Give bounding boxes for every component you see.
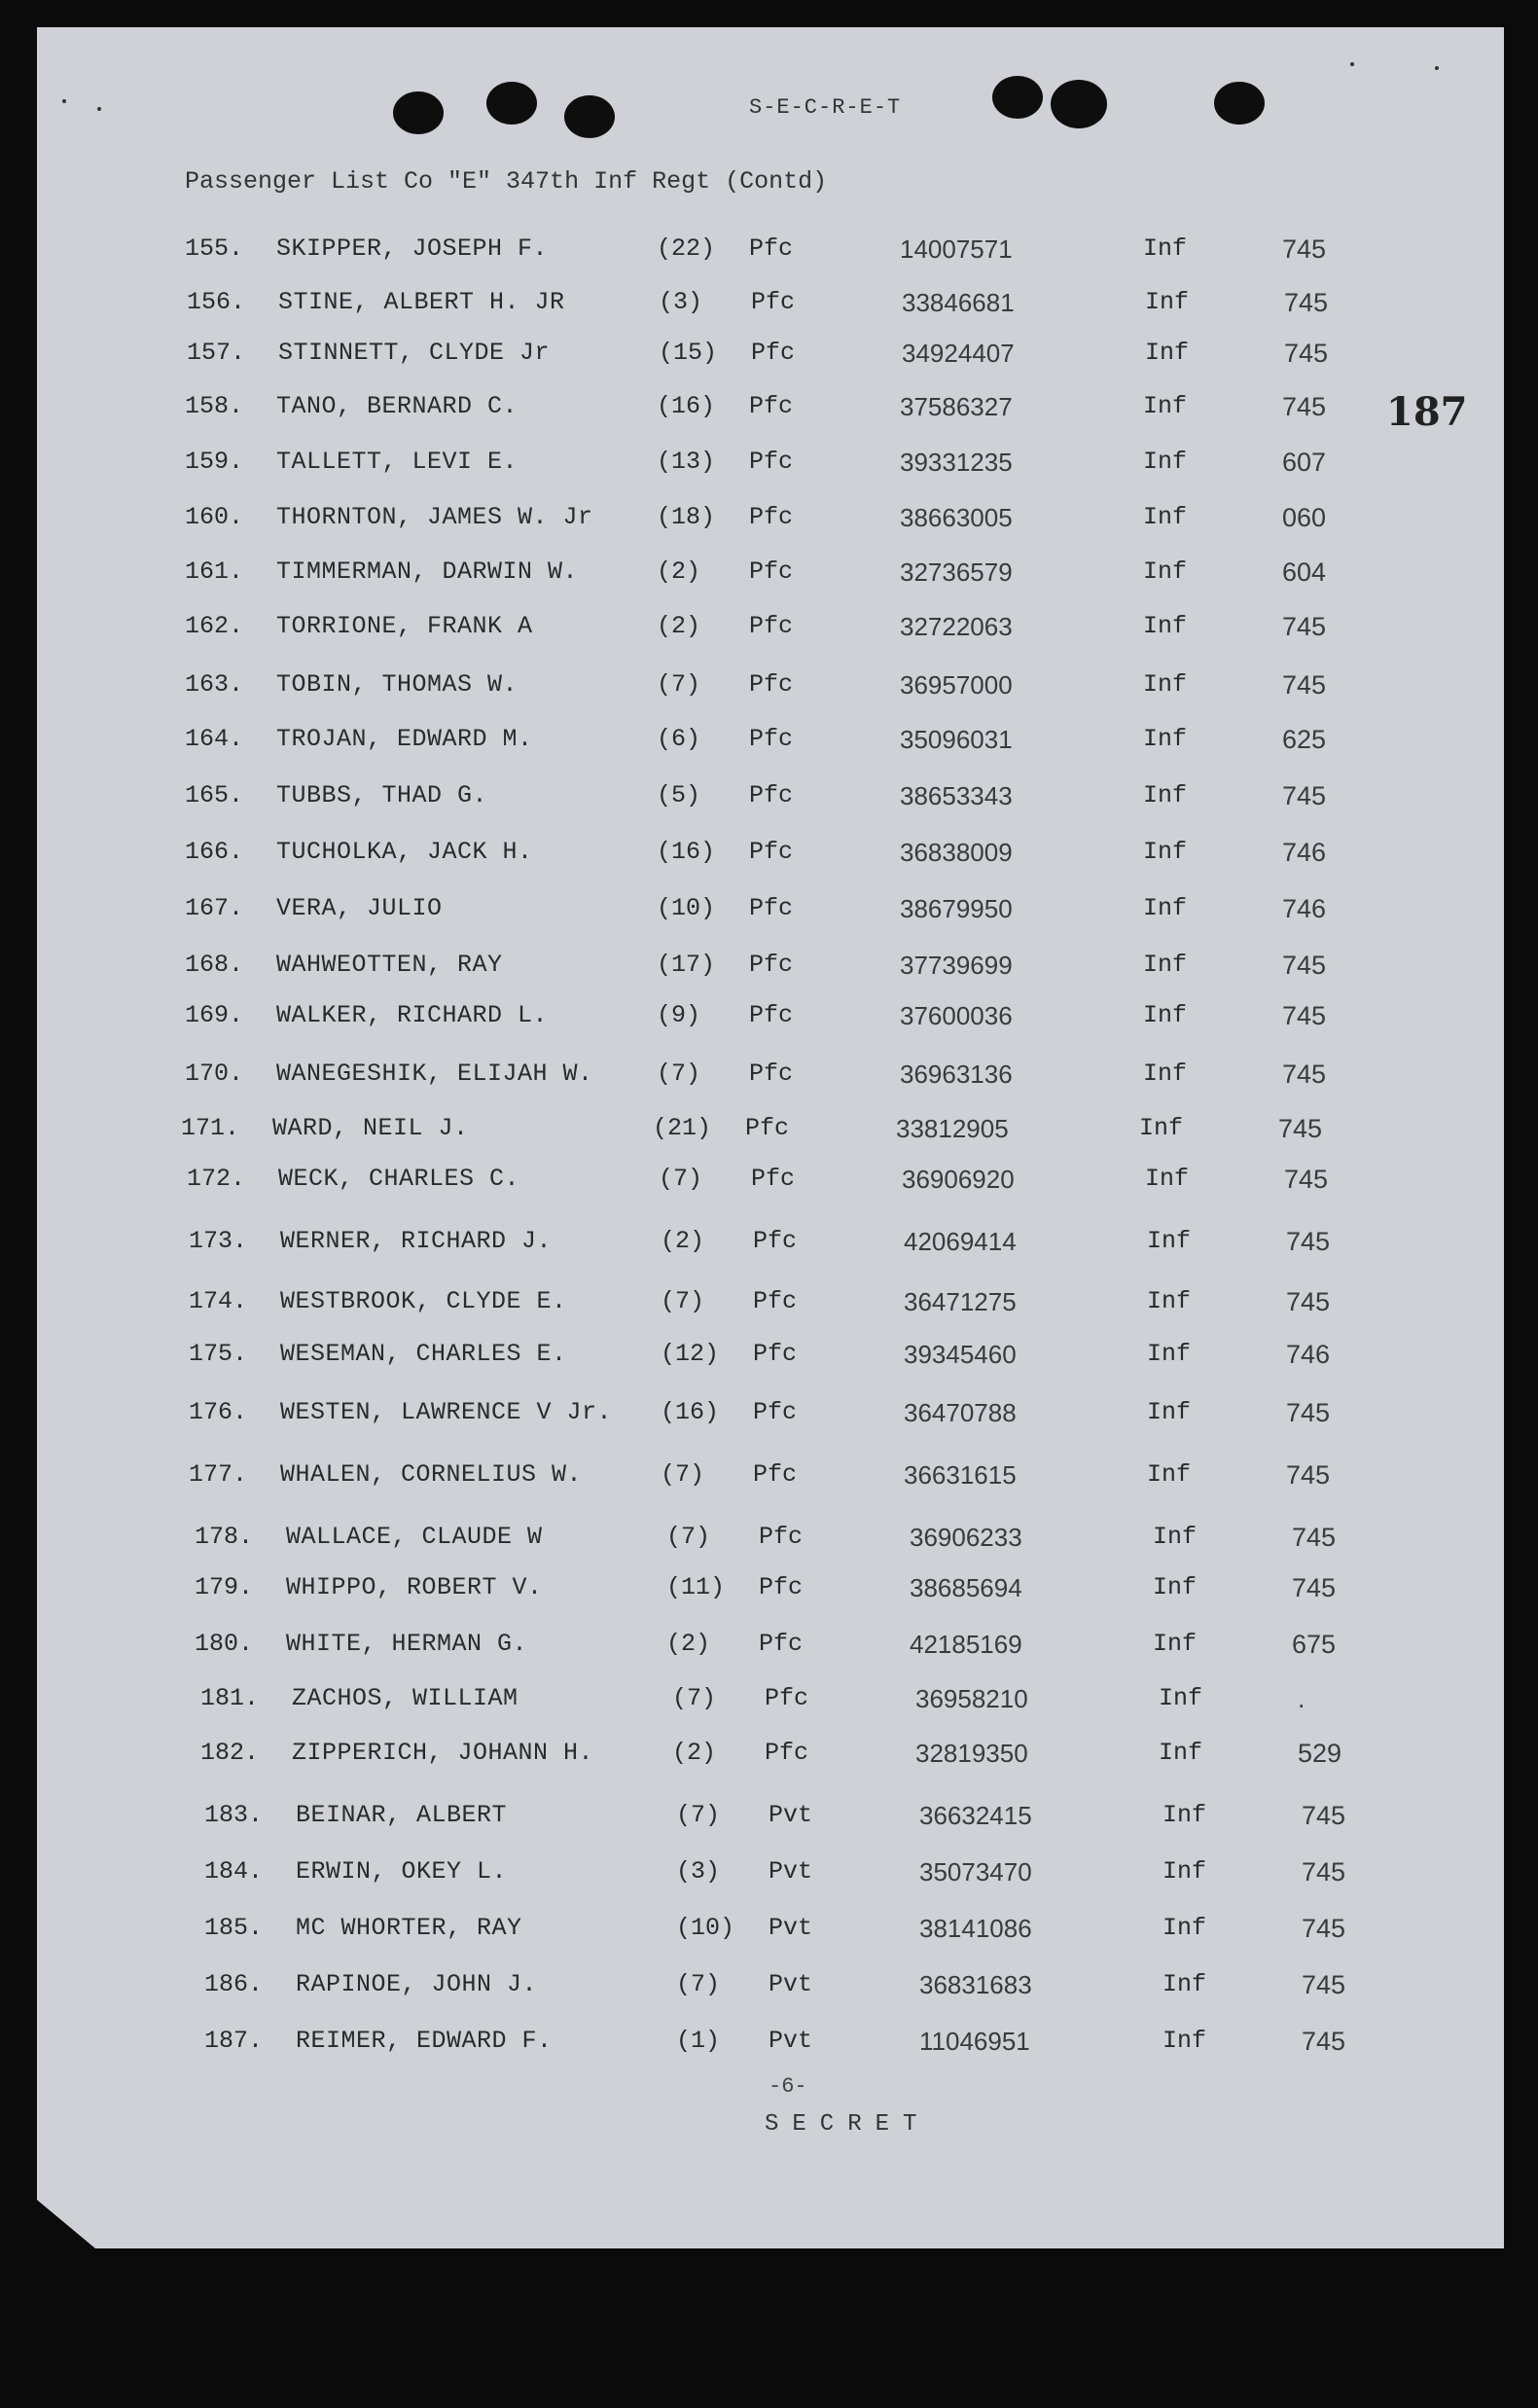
branch: Inf [1162, 2027, 1207, 2055]
group-number: (7) [666, 1523, 711, 1551]
passenger-name: ZACHOS, WILLIAM [292, 1684, 519, 1712]
passenger-name: WAHWEOTTEN, RAY [276, 951, 503, 979]
group-number: (2) [661, 1227, 705, 1255]
passenger-name: WESTBROOK, CLYDE E. [280, 1287, 567, 1315]
rank: Pfc [745, 1114, 790, 1142]
branch: Inf [1143, 838, 1188, 866]
group-number: (1) [676, 2027, 721, 2055]
spec-code: 746 [1282, 894, 1327, 923]
punch-hole [393, 91, 444, 134]
serial-number: 37586327 [900, 392, 1013, 421]
rank: Pfc [749, 234, 794, 263]
group-number: (7) [661, 1287, 705, 1315]
row-number: 185. [204, 1914, 264, 1942]
row-number: 159. [185, 448, 244, 476]
passenger-name: TROJAN, EDWARD M. [276, 725, 533, 753]
rank: Pfc [749, 503, 794, 531]
branch: Inf [1145, 1165, 1190, 1193]
rank: Pvt [769, 1914, 813, 1942]
row-number: 180. [195, 1630, 254, 1658]
serial-number: 36906233 [910, 1523, 1022, 1552]
punch-hole [1051, 80, 1107, 128]
rank: Pfc [751, 339, 796, 367]
group-number: (6) [657, 725, 701, 753]
group-number: (7) [676, 1801, 721, 1829]
paper-speck [97, 107, 101, 111]
group-number: (2) [657, 612, 701, 640]
serial-number: 39345460 [904, 1340, 1017, 1369]
row-number: 175. [189, 1340, 248, 1368]
group-number: (7) [657, 670, 701, 699]
row-number: 178. [195, 1523, 254, 1551]
group-number: (16) [657, 392, 716, 420]
serial-number: 36470788 [904, 1398, 1017, 1427]
spec-code: 745 [1284, 339, 1329, 368]
row-number: 168. [185, 951, 244, 979]
serial-number: 37600036 [900, 1001, 1013, 1030]
spec-code: 745 [1302, 1970, 1346, 1999]
rank: Pfc [765, 1739, 809, 1767]
row-number: 184. [204, 1857, 264, 1886]
passenger-name: BEINAR, ALBERT [296, 1801, 508, 1829]
group-number: (2) [666, 1630, 711, 1658]
passenger-name: TIMMERMAN, DARWIN W. [276, 557, 579, 586]
branch: Inf [1143, 1060, 1188, 1088]
rank: Pfc [759, 1630, 804, 1658]
group-number: (2) [657, 557, 701, 586]
rank: Pvt [769, 1801, 813, 1829]
spec-code: 745 [1286, 1287, 1331, 1316]
rank: Pfc [749, 557, 794, 586]
branch: Inf [1162, 1970, 1207, 1998]
branch: Inf [1162, 1857, 1207, 1886]
rank: Pfc [753, 1340, 798, 1368]
passenger-name: TALLETT, LEVI E. [276, 448, 519, 476]
rank: Pfc [765, 1684, 809, 1712]
rank: Pfc [749, 725, 794, 753]
passenger-name: WERNER, RICHARD J. [280, 1227, 553, 1255]
serial-number: 36632415 [919, 1801, 1032, 1830]
row-number: 170. [185, 1060, 244, 1088]
group-number: (5) [657, 781, 701, 809]
group-number: (2) [672, 1739, 717, 1767]
passenger-name: WHITE, HERMAN G. [286, 1630, 528, 1658]
paper-speck [62, 99, 66, 103]
rank: Pfc [749, 392, 794, 420]
serial-number: 32819350 [915, 1739, 1028, 1768]
serial-number: 38679950 [900, 894, 1013, 923]
group-number: (7) [676, 1970, 721, 1998]
group-number: (17) [657, 951, 716, 979]
punch-hole [992, 76, 1043, 119]
row-number: 157. [187, 339, 246, 367]
passenger-name: STINNETT, CLYDE Jr [278, 339, 551, 367]
serial-number: 36958210 [915, 1684, 1028, 1713]
branch: Inf [1143, 670, 1188, 699]
rank: Pfc [753, 1227, 798, 1255]
serial-number: 37739699 [900, 951, 1013, 980]
page-number: 187 [1386, 389, 1468, 435]
branch: Inf [1143, 503, 1188, 531]
branch: Inf [1153, 1523, 1198, 1551]
row-number: 183. [204, 1801, 264, 1829]
passenger-name: WALLACE, CLAUDE W [286, 1523, 543, 1551]
serial-number: 38663005 [900, 503, 1013, 532]
serial-number: 35096031 [900, 725, 1013, 754]
row-number: 158. [185, 392, 244, 420]
spec-code: 745 [1292, 1523, 1337, 1552]
branch: Inf [1147, 1398, 1192, 1426]
serial-number: 36963136 [900, 1060, 1013, 1089]
row-number: 186. [204, 1970, 264, 1998]
row-number: 173. [189, 1227, 248, 1255]
serial-number: 42185169 [910, 1630, 1022, 1659]
passenger-name: RAPINOE, JOHN J. [296, 1970, 538, 1998]
branch: Inf [1143, 448, 1188, 476]
rank: Pfc [751, 288, 796, 316]
row-number: 164. [185, 725, 244, 753]
punch-hole [1214, 82, 1265, 125]
passenger-name: TANO, BERNARD C. [276, 392, 519, 420]
group-number: (18) [657, 503, 716, 531]
row-number: 187. [204, 2027, 264, 2055]
row-number: 172. [187, 1165, 246, 1193]
rank: Pfc [749, 1001, 794, 1029]
spec-code: 529 [1298, 1739, 1342, 1768]
group-number: (15) [659, 339, 718, 367]
group-number: (7) [672, 1684, 717, 1712]
branch: Inf [1159, 1739, 1203, 1767]
group-number: (10) [676, 1914, 735, 1942]
classification-header: S-E-C-R-E-T [749, 95, 902, 120]
spec-code: 746 [1286, 1340, 1331, 1369]
passenger-name: WESEMAN, CHARLES E. [280, 1340, 567, 1368]
serial-number: 36957000 [900, 670, 1013, 700]
group-number: (7) [661, 1460, 705, 1489]
spec-code: 745 [1282, 1001, 1327, 1030]
branch: Inf [1143, 894, 1188, 922]
row-number: 162. [185, 612, 244, 640]
serial-number: 32736579 [900, 557, 1013, 587]
group-number: (16) [661, 1398, 720, 1426]
spec-code: 625 [1282, 725, 1327, 754]
row-number: 177. [189, 1460, 248, 1489]
branch: Inf [1153, 1630, 1198, 1658]
branch: Inf [1143, 392, 1188, 420]
serial-number: 36831683 [919, 1970, 1032, 1999]
rank: Pvt [769, 1857, 813, 1886]
group-number: (10) [657, 894, 716, 922]
punch-hole [564, 95, 615, 138]
group-number: (3) [659, 288, 703, 316]
row-number: 181. [200, 1684, 260, 1712]
spec-code: 745 [1282, 670, 1327, 700]
group-number: (12) [661, 1340, 720, 1368]
serial-number: 36906920 [902, 1165, 1015, 1194]
group-number: (7) [657, 1060, 701, 1088]
passenger-name: TOBIN, THOMAS W. [276, 670, 519, 699]
spec-code: 745 [1292, 1573, 1337, 1602]
group-number: (9) [657, 1001, 701, 1029]
row-number: 176. [189, 1398, 248, 1426]
serial-number: 35073470 [919, 1857, 1032, 1887]
spec-code: 745 [1282, 781, 1327, 810]
branch: Inf [1143, 725, 1188, 753]
passenger-name: WESTEN, LAWRENCE V Jr. [280, 1398, 613, 1426]
branch: Inf [1147, 1227, 1192, 1255]
serial-number: 33846681 [902, 288, 1015, 317]
rank: Pfc [749, 951, 794, 979]
branch: Inf [1143, 234, 1188, 263]
page-footer-mark: -6- [769, 2074, 807, 2099]
rank: Pfc [749, 781, 794, 809]
row-number: 166. [185, 838, 244, 866]
branch: Inf [1147, 1460, 1192, 1489]
rank: Pfc [749, 448, 794, 476]
group-number: (11) [666, 1573, 726, 1601]
passenger-name: VERA, JULIO [276, 894, 443, 922]
group-number: (21) [653, 1114, 712, 1142]
branch: Inf [1145, 339, 1190, 367]
passenger-name: WANEGESHIK, ELIJAH W. [276, 1060, 593, 1088]
serial-number: 14007571 [900, 234, 1013, 264]
spec-code: . [1298, 1684, 1306, 1713]
spec-code: 745 [1302, 1857, 1346, 1887]
serial-number: 42069414 [904, 1227, 1017, 1256]
passenger-name: STINE, ALBERT H. JR [278, 288, 565, 316]
rank: Pvt [769, 1970, 813, 1998]
rank: Pfc [749, 894, 794, 922]
passenger-name: ERWIN, OKEY L. [296, 1857, 508, 1886]
serial-number: 38653343 [900, 781, 1013, 810]
branch: Inf [1143, 612, 1188, 640]
spec-code: 745 [1284, 288, 1329, 317]
spec-code: 745 [1282, 1060, 1327, 1089]
group-number: (13) [657, 448, 716, 476]
row-number: 163. [185, 670, 244, 699]
serial-number: 34924407 [902, 339, 1015, 368]
classification-footer: SECRET [765, 2111, 931, 2138]
group-number: (22) [657, 234, 716, 263]
rank: Pfc [749, 612, 794, 640]
row-number: 156. [187, 288, 246, 316]
row-number: 167. [185, 894, 244, 922]
rank: Pfc [753, 1398, 798, 1426]
branch: Inf [1143, 951, 1188, 979]
row-number: 179. [195, 1573, 254, 1601]
branch: Inf [1159, 1684, 1203, 1712]
passenger-name: WHALEN, CORNELIUS W. [280, 1460, 583, 1489]
passenger-name: THORNTON, JAMES W. Jr [276, 503, 593, 531]
passenger-name: TUBBS, THAD G. [276, 781, 488, 809]
paper-speck [1435, 66, 1439, 70]
serial-number: 33812905 [896, 1114, 1009, 1143]
spec-code: 745 [1282, 951, 1327, 980]
spec-code: 745 [1286, 1398, 1331, 1427]
spec-code: 745 [1286, 1227, 1331, 1256]
rank: Pfc [753, 1460, 798, 1489]
branch: Inf [1143, 781, 1188, 809]
row-number: 182. [200, 1739, 260, 1767]
passenger-name: WARD, NEIL J. [272, 1114, 469, 1142]
rank: Pfc [751, 1165, 796, 1193]
passenger-name: WHIPPO, ROBERT V. [286, 1573, 543, 1601]
group-number: (7) [659, 1165, 703, 1193]
branch: Inf [1162, 1801, 1207, 1829]
row-number: 165. [185, 781, 244, 809]
spec-code: 675 [1292, 1630, 1337, 1659]
passenger-name: SKIPPER, JOSEPH F. [276, 234, 549, 263]
spec-code: 745 [1282, 234, 1327, 264]
row-number: 169. [185, 1001, 244, 1029]
spec-code: 745 [1284, 1165, 1329, 1194]
spec-code: 746 [1282, 838, 1327, 867]
serial-number: 11046951 [919, 2027, 1030, 2056]
row-number: 171. [181, 1114, 240, 1142]
serial-number: 36838009 [900, 838, 1013, 867]
passenger-name: TUCHOLKA, JACK H. [276, 838, 533, 866]
spec-code: 745 [1282, 392, 1327, 421]
serial-number: 38685694 [910, 1573, 1022, 1602]
spec-code: 607 [1282, 448, 1327, 477]
spec-code: 745 [1282, 612, 1327, 641]
row-number: 174. [189, 1287, 248, 1315]
spec-code: 745 [1302, 2027, 1346, 2056]
rank: Pfc [753, 1287, 798, 1315]
row-number: 155. [185, 234, 244, 263]
branch: Inf [1143, 557, 1188, 586]
passenger-name: REIMER, EDWARD F. [296, 2027, 553, 2055]
rank: Pfc [749, 838, 794, 866]
rank: Pfc [759, 1573, 804, 1601]
document-title: Passenger List Co "E" 347th Inf Regt (Contd) [185, 167, 828, 196]
spec-code: 745 [1286, 1460, 1331, 1490]
rank: Pfc [749, 670, 794, 699]
branch: Inf [1153, 1573, 1198, 1601]
rank: Pfc [749, 1060, 794, 1088]
serial-number: 36471275 [904, 1287, 1017, 1316]
group-number: (3) [676, 1857, 721, 1886]
group-number: (16) [657, 838, 716, 866]
passenger-name: ZIPPERICH, JOHANN H. [292, 1739, 594, 1767]
spec-code: 745 [1302, 1801, 1346, 1830]
branch: Inf [1143, 1001, 1188, 1029]
branch: Inf [1162, 1914, 1207, 1942]
punch-hole [486, 82, 537, 125]
passenger-name: WALKER, RICHARD L. [276, 1001, 549, 1029]
row-number: 160. [185, 503, 244, 531]
serial-number: 36631615 [904, 1460, 1017, 1490]
paper-speck [1350, 62, 1354, 66]
serial-number: 39331235 [900, 448, 1013, 477]
spec-code: 060 [1282, 503, 1327, 532]
branch: Inf [1139, 1114, 1184, 1142]
rank: Pvt [769, 2027, 813, 2055]
branch: Inf [1147, 1287, 1192, 1315]
passenger-name: TORRIONE, FRANK A [276, 612, 533, 640]
passenger-name: MC WHORTER, RAY [296, 1914, 522, 1942]
passenger-name: WECK, CHARLES C. [278, 1165, 520, 1193]
serial-number: 32722063 [900, 612, 1013, 641]
spec-code: 745 [1302, 1914, 1346, 1943]
rank: Pfc [759, 1523, 804, 1551]
spec-code: 604 [1282, 557, 1327, 587]
serial-number: 38141086 [919, 1914, 1032, 1943]
branch: Inf [1147, 1340, 1192, 1368]
branch: Inf [1145, 288, 1190, 316]
row-number: 161. [185, 557, 244, 586]
spec-code: 745 [1278, 1114, 1323, 1143]
